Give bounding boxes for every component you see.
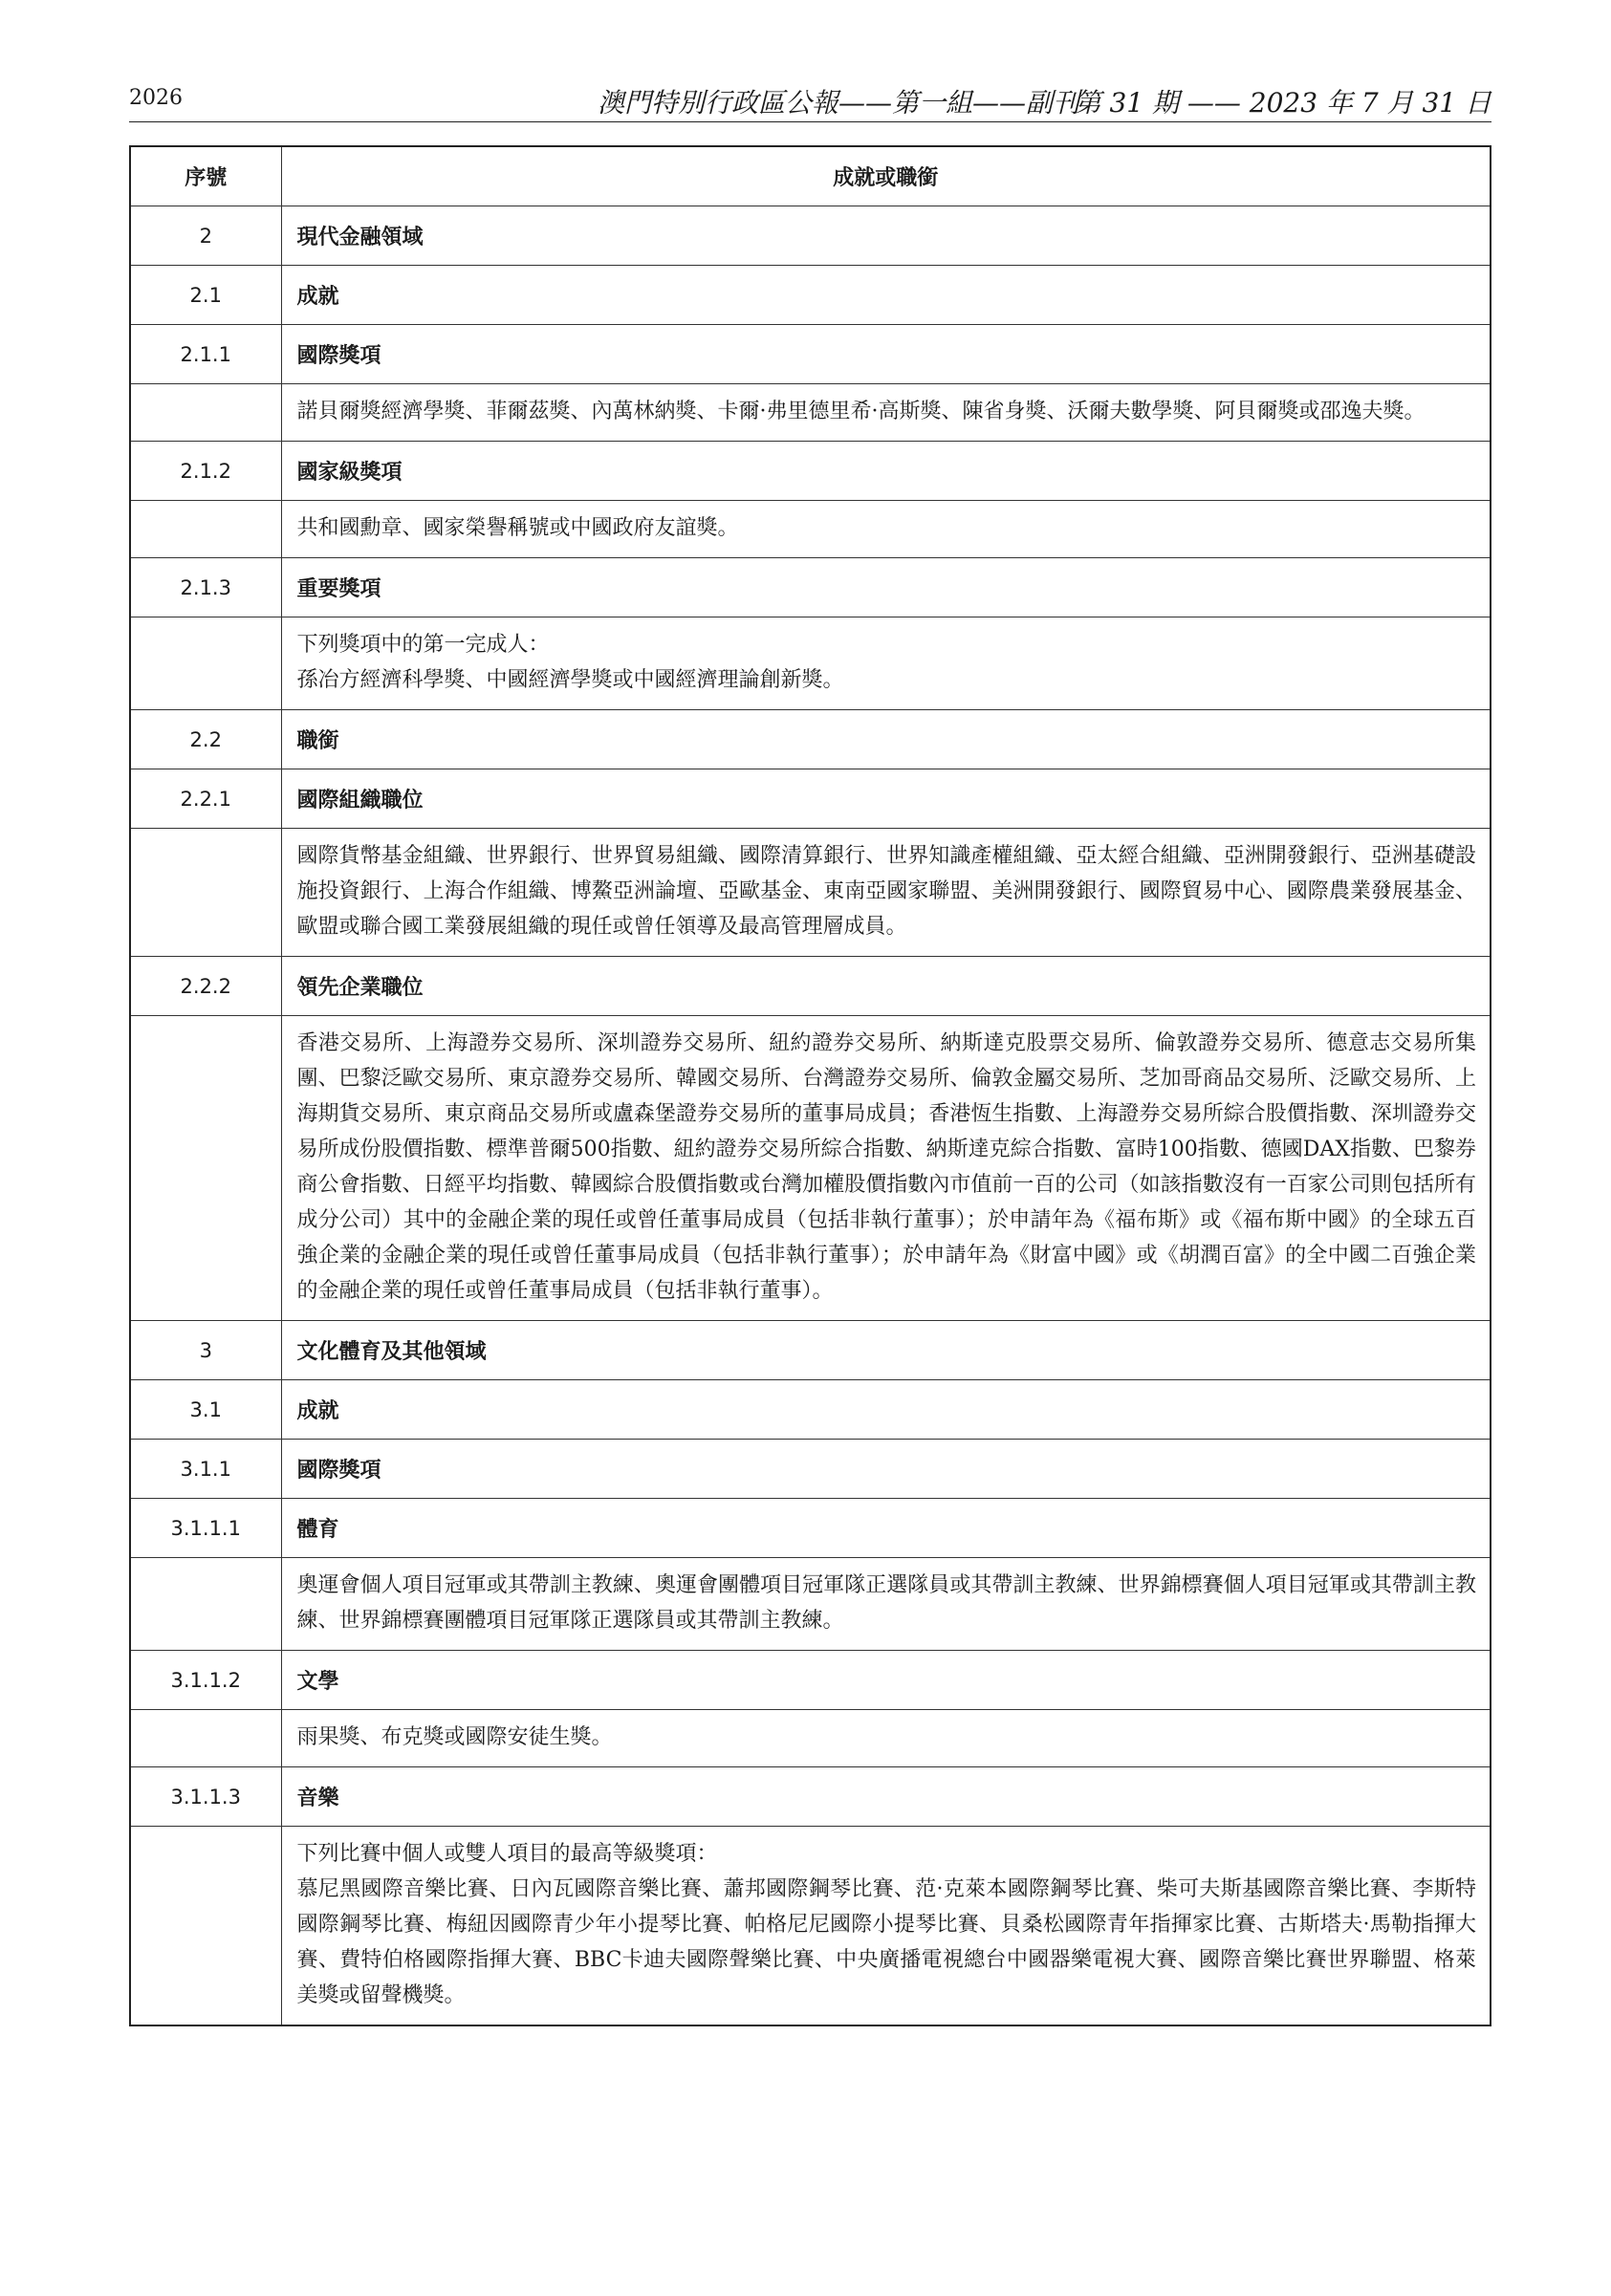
table-row-section [130, 1321, 1491, 1380]
table-row-description [130, 829, 1491, 957]
col-header-number: 序號 [130, 146, 281, 206]
description-text: 香港交易所、上海證券交易所、深圳證券交易所、紐約證券交易所、納斯達克股票交易所、倫敦證券交易所、德意志交易所集團、巴黎泛歐交易所、東京證券交易所、韓國交易所、台灣證券交易所、倫敦金屬交易所、芝加哥商品交易所、泛歐交易所、上海期貨交易所、東京商品交易所或盧森堡證券交易所的董事局成員；香港恆生指數、上海證券交易所綜合股價指數、深圳證券交易所成份股價指數、標準普爾500指數、紐約證券交易所綜合指數、納斯達克綜合指數、富時100指數、德國DAX指數、巴黎券商公會指數、日經平均指數、韓國綜合股價指數或台灣加權股價指數內市值前一百的公司（如該指數沒有一百家公司則包括所有成分公司）其中的金融企業的現任或曾任董事局成員（包括非執行董事）；於申請年為《福布斯》或《福布斯中國》的全球五百強企業的金融企業的現任或曾任董事局成員（包括非執行董事）；於申請年為《財富中國》或《胡潤百富》的全中國二百強企業的金融企業的現任或曾任董事局成員（包括非執行董事）。 [296, 1031, 1476, 1303]
description-text: 下列比賽中個人或雙人項目的最高等級獎項： [296, 1842, 718, 1866]
section-title: 國際獎項 [281, 1440, 1491, 1499]
section-number: 3.1.1.2 [130, 1651, 281, 1710]
description-text: 孫冶方經濟科學獎、中國經濟學獎或中國經濟理論創新獎。 [296, 668, 844, 692]
table-row-section [130, 769, 1491, 829]
col-header-achievement: 成就或職銜 [281, 146, 1491, 206]
table-row-section [130, 1440, 1491, 1499]
table-row-section [130, 1380, 1491, 1440]
section-number: 2.2 [130, 710, 281, 769]
table-row-section [130, 266, 1491, 325]
empty-number-cell [130, 1710, 281, 1767]
table-row-section [130, 1651, 1491, 1710]
empty-number-cell [130, 617, 281, 710]
table-row-description [130, 501, 1491, 558]
description-text: 國際貨幣基金組織、世界銀行、世界貿易組織、國際清算銀行、世界知識產權組織、亞太經合組織、亞洲開發銀行、亞洲基礎設施投資銀行、上海合作組織、博鰲亞洲論壇、亞歐基金、東南亞國家聯盟、美洲開發銀行、國際貿易中心、國際農業發展基金、歐盟或聯合國工業發展組織的現任或曾任領導及最高管理層成員。 [296, 844, 1476, 939]
empty-number-cell [130, 501, 281, 558]
table-header-row [130, 146, 1491, 206]
table-row-description [130, 1016, 1491, 1321]
section-title: 文化體育及其他領域 [281, 1321, 1491, 1380]
table-row-description [130, 384, 1491, 442]
table-row-section [130, 710, 1491, 769]
table-row-description [130, 1827, 1491, 2026]
description-cell [281, 1827, 1491, 2026]
section-number: 2.1.1 [130, 325, 281, 384]
section-title: 成就 [281, 1380, 1491, 1440]
header-rule [129, 121, 1491, 122]
table-row-section [130, 1499, 1491, 1558]
empty-number-cell [130, 1558, 281, 1651]
description-cell [281, 1558, 1491, 1651]
section-number: 2.1 [130, 266, 281, 325]
description-text: 諾貝爾獎經濟學獎、菲爾茲獎、內萬林納獎、卡爾·弗里德里希·高斯獎、陳省身獎、沃爾夫數學獎、阿貝爾獎或邵逸夫獎。 [296, 400, 1426, 423]
page-header [129, 86, 1491, 124]
table-body [130, 206, 1491, 2026]
description-cell [281, 384, 1491, 442]
section-number: 3.1 [130, 1380, 281, 1440]
table-row-section [130, 957, 1491, 1016]
description-cell [281, 1710, 1491, 1767]
achievements-table [129, 145, 1491, 2026]
section-title: 重要獎項 [281, 558, 1491, 617]
section-title: 成就 [281, 266, 1491, 325]
section-title: 音樂 [281, 1767, 1491, 1827]
section-number: 2.2.2 [130, 957, 281, 1016]
description-cell [281, 617, 1491, 710]
table-row-section [130, 558, 1491, 617]
description-text: 下列獎項中的第一完成人： [296, 633, 550, 657]
section-number: 3.1.1.3 [130, 1767, 281, 1827]
description-cell [281, 1016, 1491, 1321]
description-text: 奧運會個人項目冠軍或其帶訓主教練、奧運會團體項目冠軍隊正選隊員或其帶訓主教練、世界錦標賽個人項目冠軍或其帶訓主教練、世界錦標賽團體項目冠軍隊正選隊員或其帶訓主教練。 [296, 1573, 1476, 1633]
empty-number-cell [130, 829, 281, 957]
table-row-description [130, 617, 1491, 710]
empty-number-cell [130, 1827, 281, 2026]
gazette-title: 澳門特別行政區公報——第一組——副刊 [598, 87, 1080, 119]
section-title: 國際組織職位 [281, 769, 1491, 829]
section-title: 職銜 [281, 710, 1491, 769]
section-number: 3 [130, 1321, 281, 1380]
description-text: 慕尼黑國際音樂比賽、日內瓦國際音樂比賽、蕭邦國際鋼琴比賽、范·克萊本國際鋼琴比賽、柴可夫斯基國際音樂比賽、李斯特國際鋼琴比賽、梅紐因國際青少年小提琴比賽、帕格尼尼國際小提琴比賽、貝桑松國際青年指揮家比賽、古斯塔夫·馬勒指揮大賽、費特伯格國際指揮大賽、BBC卡迪夫國際聲樂比賽、中央廣播電視總台中國器樂電視大賽、國際音樂比賽世界聯盟、格萊美獎或留聲機獎。 [296, 1877, 1476, 2007]
page-number: 2026 [129, 86, 183, 110]
table-row-section [130, 1767, 1491, 1827]
issue-date: 第 31 期 —— 2023 年 7 月 31 日 [1074, 87, 1491, 119]
section-number: 3.1.1 [130, 1440, 281, 1499]
section-number: 2 [130, 206, 281, 266]
table-row-description [130, 1710, 1491, 1767]
section-number: 2.1.2 [130, 442, 281, 501]
description-text: 共和國勳章、國家榮譽稱號或中國政府友誼獎。 [296, 516, 739, 540]
empty-number-cell [130, 384, 281, 442]
section-title: 現代金融領域 [281, 206, 1491, 266]
section-number: 2.1.3 [130, 558, 281, 617]
description-text: 雨果獎、布克獎或國際安徒生獎。 [296, 1725, 613, 1749]
description-cell [281, 829, 1491, 957]
table-row-section [130, 206, 1491, 266]
description-cell [281, 501, 1491, 558]
section-number: 2.2.1 [130, 769, 281, 829]
section-title: 體育 [281, 1499, 1491, 1558]
section-title: 國際獎項 [281, 325, 1491, 384]
section-title: 領先企業職位 [281, 957, 1491, 1016]
section-title: 文學 [281, 1651, 1491, 1710]
section-title: 國家級獎項 [281, 442, 1491, 501]
empty-number-cell [130, 1016, 281, 1321]
section-number: 3.1.1.1 [130, 1499, 281, 1558]
table-row-section [130, 325, 1491, 384]
table-row-description [130, 1558, 1491, 1651]
table-row-section [130, 442, 1491, 501]
